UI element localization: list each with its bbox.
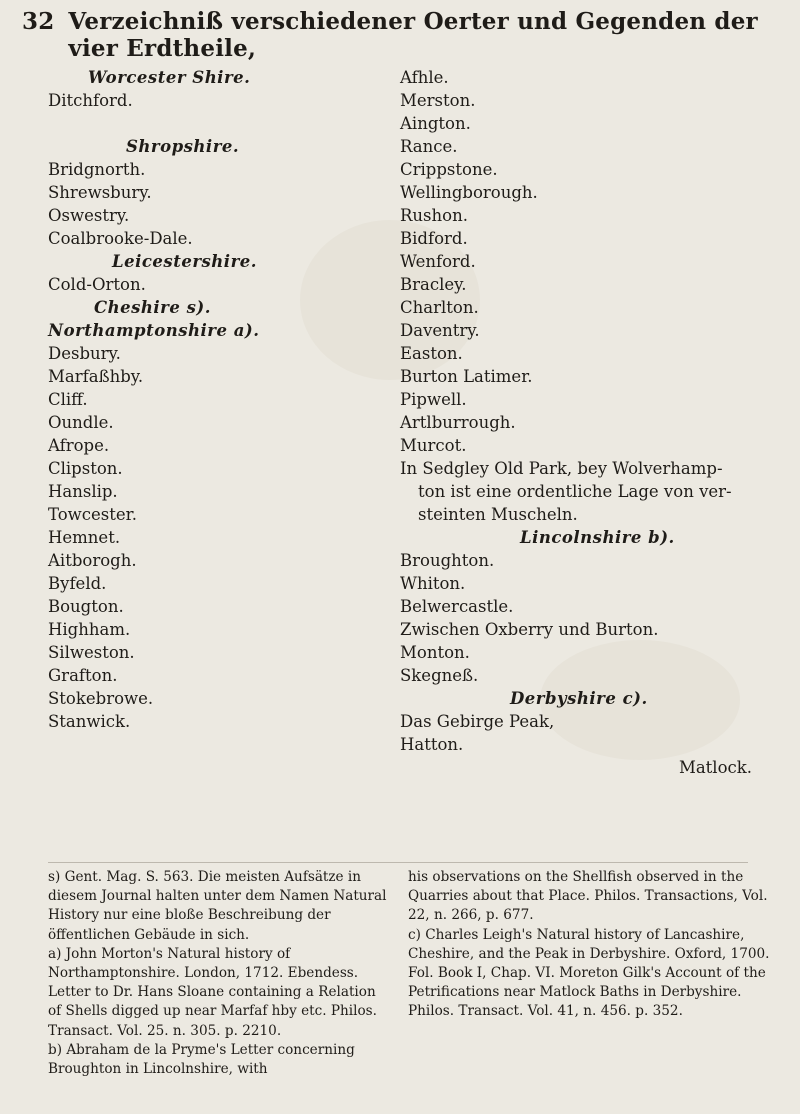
place-name: Zwischen Oxberry und Burton. [400,620,659,639]
place-name: Rushon. [400,206,468,225]
place-name: Silweston. [48,643,135,662]
place-name: Bidford. [400,229,468,248]
place-name: Oswestry. [48,206,130,225]
note-paragraph-line: In Sedgley Old Park, bey Wolverhamp- [400,459,723,478]
place-name: Stokebrowe. [48,689,154,708]
place-name: Burton Latimer. [400,367,533,386]
place-name: Whiton. [400,574,466,593]
footnote: a) John Morton's Natural history of Northamptonshire. London, 1712. Ebendess. Letter to Dr. Hans Sloane containing a Relation of Shells digged up near Marfaf hby etc. Philos. Transact. Vol. 25. n. 305. p. 2210. [48,945,377,1039]
place-name: Clipston. [48,459,123,478]
place-name: Aitborogh. [48,551,137,570]
place-name: Bracley. [400,275,467,294]
place-name: Crippstone. [400,160,498,179]
place-name: Coalbrooke-Dale. [48,229,193,248]
place-name: Towcester. [48,505,137,524]
left-column [48,66,378,733]
place-name: Das Gebirge Peak, [400,712,555,731]
place-name: Desbury. [48,344,121,363]
place-name: Shrewsbury. [48,183,152,202]
county-heading: Lincolnshire b). [520,528,675,547]
footnote: b) Abraham de la Pryme's Letter concerning Broughton in Lincolnshire, with [48,1041,355,1078]
note-paragraph-line: steinten Muscheln. [418,505,578,524]
place-name: Bridgnorth. [48,160,146,179]
place-name: Hatton. [400,735,464,754]
place-name: Grafton. [48,666,118,685]
page-header [22,8,792,62]
county-heading: Shropshire. [126,137,240,156]
county-heading: Cheshire s). [94,298,211,317]
place-name: Afrope. [48,436,110,455]
place-name: Charlton. [400,298,479,317]
footnotes-left [48,868,388,1079]
place-name: Monton. [400,643,470,662]
note-paragraph-line: ton ist eine ordentliche Lage von ver- [418,482,732,501]
county-heading: Derbyshire c). [510,689,648,708]
place-name: Broughton. [400,551,495,570]
place-name: Skegneß. [400,666,479,685]
place-name: Afhle. [400,68,449,87]
place-name: Merston. [400,91,476,110]
place-name: Bougton. [48,597,124,616]
county-heading: Leicestershire. [112,252,258,271]
right-column [400,66,770,779]
place-name: Aington. [400,114,471,133]
place-name: Cold-Orton. [48,275,146,294]
place-name: Highham. [48,620,131,639]
place-name: Byfeld. [48,574,107,593]
page-number: 32 [22,8,55,35]
place-name: Oundle. [48,413,114,432]
running-title: Verzeichniß verschiedener Oerter und Gegenden der vier Erdtheile, [68,8,758,62]
place-name: Hemnet. [48,528,121,547]
place-name: Marfaßhby. [48,367,144,386]
place-name: Easton. [400,344,463,363]
place-name: Rance. [400,137,458,156]
place-name: Hanslip. [48,482,118,501]
footnote: s) Gent. Mag. S. 563. Die meisten Aufsätze in diesem Journal halten unter dem Namen Natural History nur eine bloße Beschreibung der öffentlichen Gebäude in sich. [48,869,387,943]
footnote: c) Charles Leigh's Natural history of Lancashire, Cheshire, and the Peak in Derbyshire. Oxford, 1700. Fol. Book I, Chap. VI. Moreton Gilk's Account of the Petrifications near Matlock Baths in Derbyshire. Philos. Transact. Vol. 41, n. 456. p. 352. [408,926,770,1020]
catchword: Matlock. [678,758,752,777]
footnote: his observations on the Shellfish observed in the Quarries about that Place. Philos. Transactions, Vol. 22, n. 266, p. 677. [408,869,768,924]
place-name: Stanwick. [48,712,131,731]
blank-line [48,112,378,135]
place-name: Belwercastle. [400,597,514,616]
county-heading: Northamptonshire a). [48,321,260,340]
footnote-divider [48,862,748,863]
place-name: Ditchford. [48,91,133,110]
footnotes-right [408,868,778,1022]
county-heading: Worcester Shire. [88,68,251,87]
place-name: Daventry. [400,321,480,340]
place-name: Artlburrough. [400,413,516,432]
place-name: Wellingborough. [400,183,538,202]
place-name: Cliff. [48,390,88,409]
place-name: Pipwell. [400,390,467,409]
place-name: Murcot. [400,436,467,455]
place-name: Wenford. [400,252,476,271]
